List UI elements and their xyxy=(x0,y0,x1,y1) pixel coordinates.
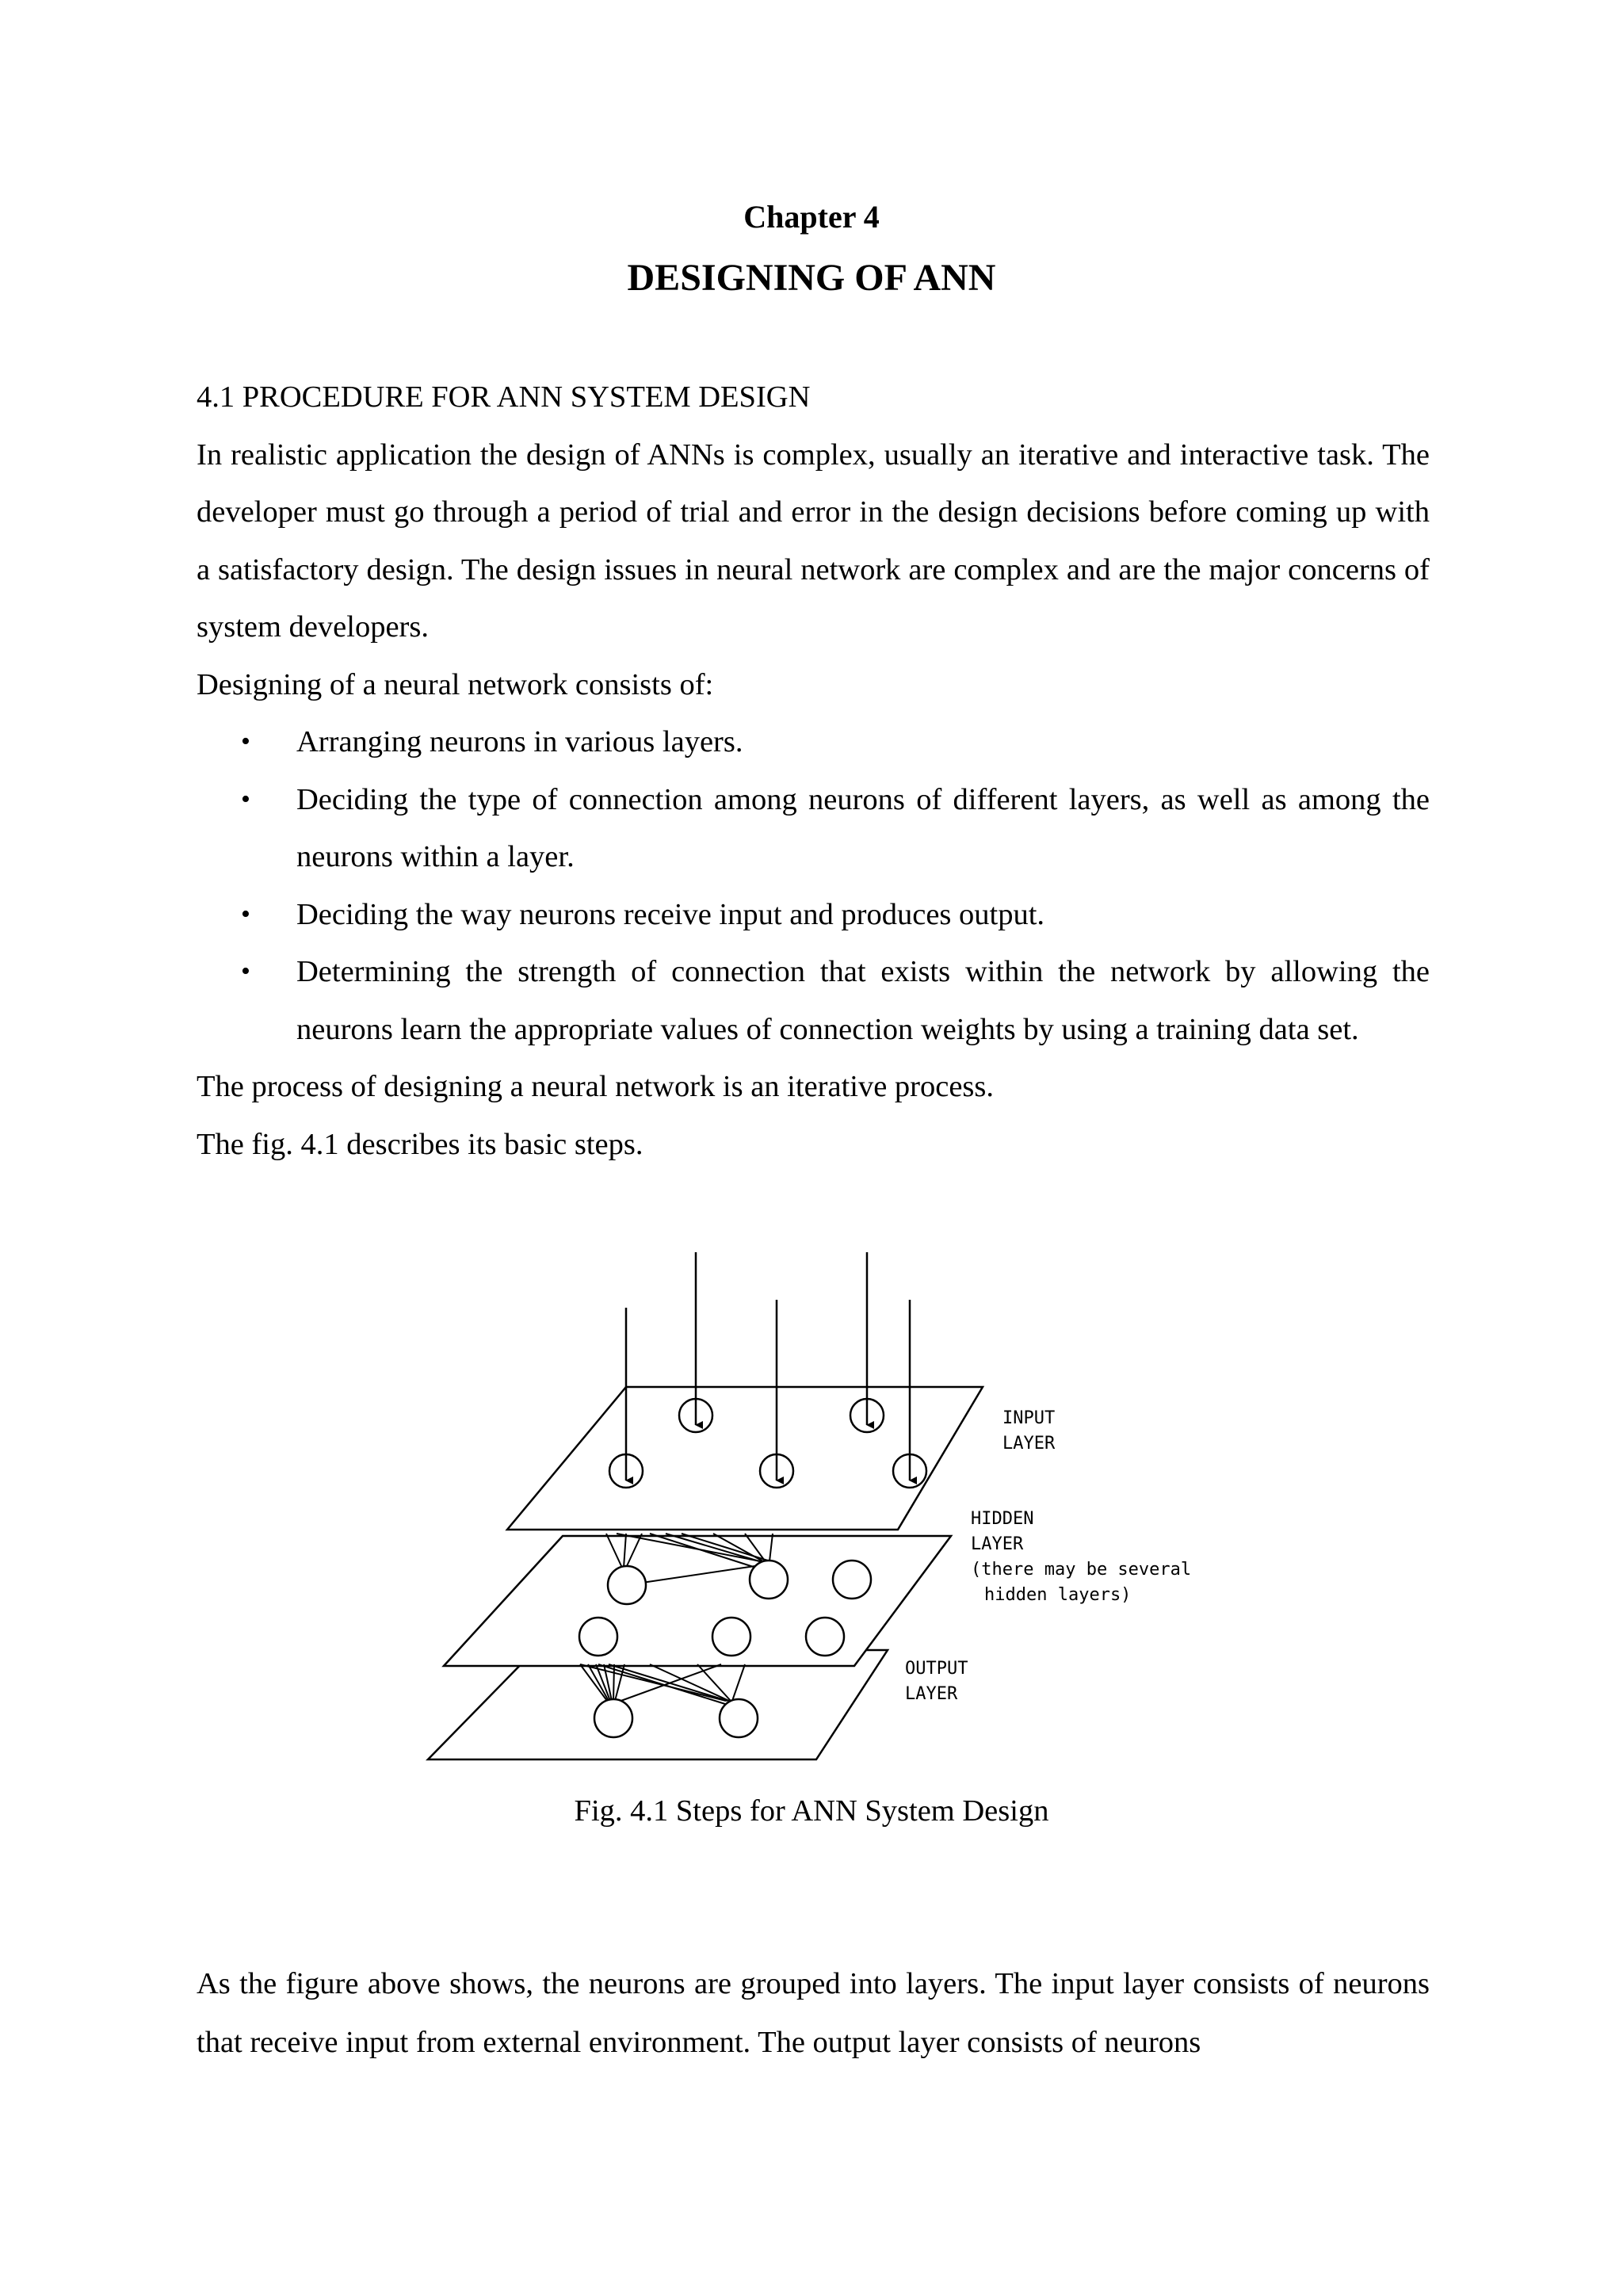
closing-paragraph: As the figure above shows, the neurons are grouped into layers. The input layer consists of neurons that receive input from external environment. The output layer consists of neurons xyxy=(197,1967,1430,2059)
list-item xyxy=(197,886,1430,944)
output-neuron xyxy=(594,1699,632,1737)
section-heading: 4.1 PROCEDURE FOR ANN SYSTEM DESIGN xyxy=(197,380,811,414)
list-item xyxy=(197,943,1430,1058)
list-item-text: Deciding the way neurons receive input and produces output. xyxy=(296,897,1045,931)
input-layer-label-line2: LAYER xyxy=(1002,1434,1056,1454)
list-item xyxy=(197,713,1430,771)
hidden-neuron xyxy=(608,1566,646,1604)
hidden-neuron xyxy=(833,1561,871,1599)
list-item-text: Arranging neurons in various layers. xyxy=(296,725,743,758)
hidden-neuron xyxy=(750,1561,788,1599)
list-intro: Designing of a neural network consists of: xyxy=(197,667,714,701)
output-neuron xyxy=(720,1699,758,1737)
hidden-layer-plane xyxy=(444,1536,951,1666)
chapter-title: DESIGNING OF ANN xyxy=(627,257,996,299)
hidden-layer-label-line1: HIDDEN xyxy=(971,1509,1034,1529)
design-steps-list xyxy=(197,713,1430,1058)
closing-body xyxy=(197,1954,1430,2072)
hidden-layer-label-line2: LAYER xyxy=(971,1534,1024,1554)
bullet-icon: • xyxy=(241,784,250,814)
output-layer-label-line2: LAYER xyxy=(905,1684,958,1704)
bullet-icon: • xyxy=(241,727,250,756)
hidden-neuron xyxy=(579,1618,617,1656)
bullet-icon: • xyxy=(241,957,250,986)
hidden-neuron xyxy=(712,1618,750,1656)
hidden-neuron xyxy=(806,1618,844,1656)
list-item-text: Determining the strength of connection that exists within the network by allowing the neurons learn the appropriate values of connection weights by using a training data set. xyxy=(296,955,1430,1046)
ann-layers-figure xyxy=(412,1244,1205,1767)
figure-reference: The fig. 4.1 describes its basic steps. xyxy=(197,1127,643,1161)
list-item-text: Deciding the type of connection among neurons of different layers, as well as among the neurons within a layer. xyxy=(296,782,1430,873)
ann-layers-diagram xyxy=(412,1244,1205,1767)
figure-caption: Fig. 4.1 Steps for ANN System Design xyxy=(574,1794,1049,1828)
process-sentence: The process of designing a neural network is an iterative process. xyxy=(197,1070,995,1103)
output-layer-label-line1: OUTPUT xyxy=(905,1659,968,1679)
intro-paragraph: In realistic application the design of ANNs is complex, usually an iterative and interactive task. The developer must go through a period of trial and error in the design decisions before coming up with a satisfactory design. The design issues in neural network are complex and are the major concerns of system developers. xyxy=(197,437,1430,644)
hidden-layer-label-line4: hidden layers) xyxy=(984,1585,1132,1605)
input-layer-label-line1: INPUT xyxy=(1002,1408,1056,1428)
hidden-layer-label-line3: (there may be several xyxy=(971,1560,1192,1580)
bullet-icon: • xyxy=(241,899,250,929)
section-body xyxy=(197,369,1430,1173)
list-item xyxy=(197,771,1430,886)
chapter-label: Chapter 4 xyxy=(743,199,880,235)
